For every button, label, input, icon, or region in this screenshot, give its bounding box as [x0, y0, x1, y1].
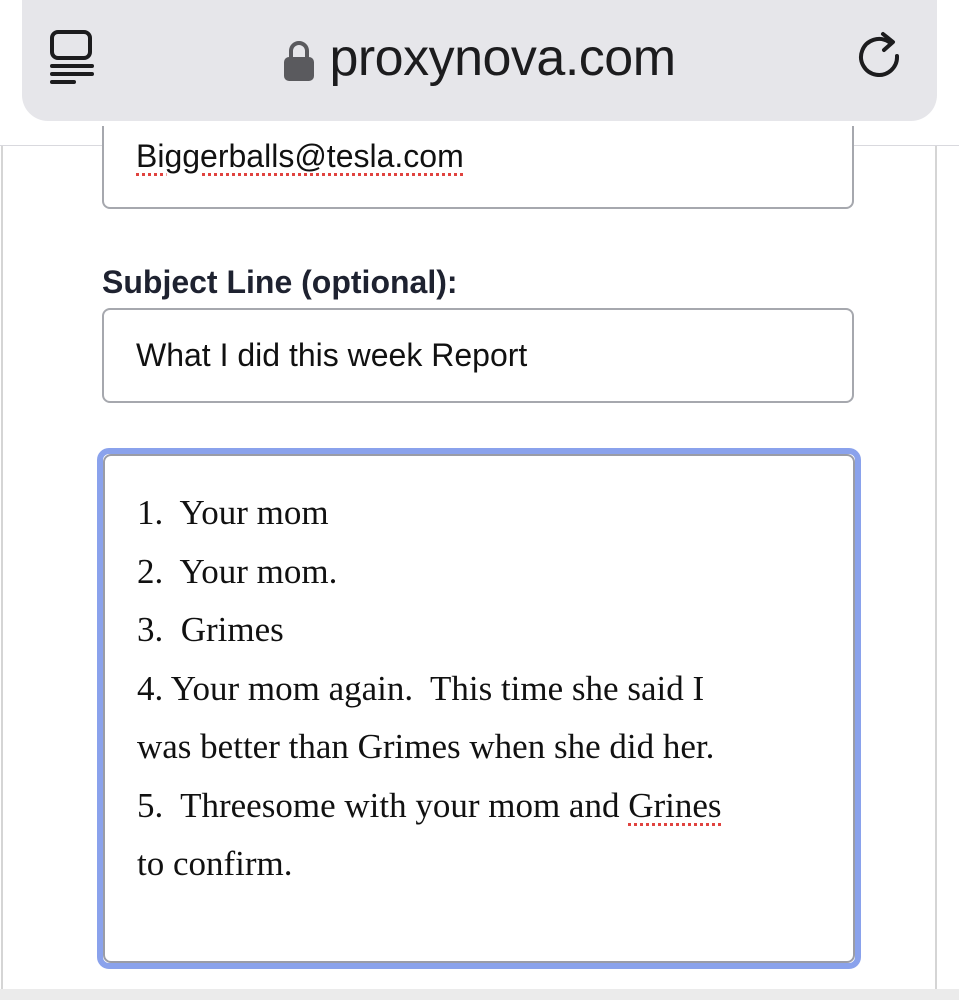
body-line: 2. Your mom. — [137, 551, 338, 591]
subject-label: Subject Line (optional): — [102, 264, 458, 300]
subject-field[interactable] — [102, 308, 854, 403]
browser-toolbar — [0, 0, 959, 146]
page-bottom-bar — [0, 989, 959, 1000]
page-border-left — [1, 146, 3, 1000]
body-line: was better than Grimes when she did her. — [137, 727, 715, 766]
url-display[interactable] — [22, 26, 937, 90]
lock-icon — [283, 38, 315, 82]
body-line: to confirm. — [137, 844, 293, 883]
web-page — [0, 138, 959, 1000]
page-border-right — [935, 146, 937, 1000]
subject-value: What I did this week Report — [136, 337, 528, 373]
email-field[interactable] — [102, 126, 854, 209]
body-line-with-typo — [137, 777, 823, 836]
body-line-text: 5. Threesome with your mom and — [137, 785, 629, 825]
address-bar[interactable] — [22, 0, 937, 121]
misspelled-word: Grines — [628, 785, 722, 825]
email-value: Biggerballs@tesla.com — [136, 138, 464, 174]
message-body-content — [103, 454, 855, 963]
body-line: 1. Your mom — [137, 493, 329, 532]
domain-text: proxynova.com — [329, 29, 676, 87]
reload-icon[interactable] — [853, 28, 909, 88]
body-line: 4. Your mom again. This time she said I — [137, 668, 705, 708]
message-body-textarea[interactable] — [97, 448, 861, 969]
body-line: 3. Grimes — [137, 610, 284, 649]
